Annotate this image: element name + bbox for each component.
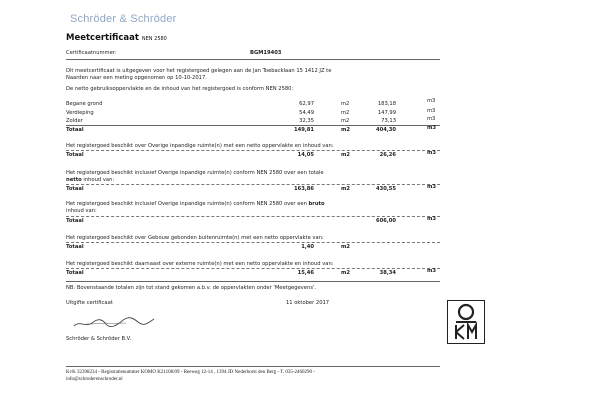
title-text: Meetcertificaat [66, 33, 139, 43]
note-text: NB: Bovenstaande totalen zijn tot stand gekomen a.b.v. de oppervlakten onder 'Meetgegevens'. [66, 285, 317, 291]
section-1-text: Het registergoed beschikt over Overige inpandige ruimte(n) met een netto oppervlakte en inhoud van: [66, 143, 334, 149]
brand-name: Schröder & Schröder [70, 13, 177, 25]
section-5-text: Het registergoed beschikt daarnaast over externe ruimte(n) met een netto oppervlakte en inhoud van: [66, 261, 334, 267]
footer-line-1: KvK 32398234 - Registratienummer KOMO K21108/09 - Reeweg 12-14 , 1394 JD Nederhorst den Berg - T. 035-2460290 - [66, 370, 315, 375]
divider [66, 366, 440, 367]
cert-number-label: Certificaatnummer: [66, 50, 117, 56]
cert-number-value: BGM19403 [250, 50, 282, 56]
divider [66, 216, 440, 217]
section-2-text: Het registergoed beschikt inclusief Overige inpandige ruimte(n) conform NEN 2580 over een totale [66, 170, 324, 176]
divider [66, 150, 440, 151]
komo-logo [447, 300, 485, 344]
divider [66, 281, 440, 282]
intro-line-1: Dit meetcertificaat is uitgegeven voor het registergoed gelegen aan de Jan Toebacklaan 15 1412 JZ te [66, 68, 332, 74]
intro-line-2: Naarden naar een meting opgenomen op 10-10-2017. [66, 75, 207, 81]
certificate-page: Schröder & Schröder Meetcertificaat NEN 2580 Certificaatnummer: BGM19403 Dit meetcertificaat is uitgegeven voor het registergoed gelegen aan de Jan Toebacklaan 15 1412 JZ te Naarden naar een meting opgenomen op 10-10-2017. De netto gebruiksoppervlakte en de inhoud van het registergoed is conform NEN 2580: Begane grond 62,97 m2 183,18 m3 Verdieping 54,49 m2 147,99 m3 Zolder 32,35 m2 73,13 m3 Totaal 149,81 m2 404,30 m3 Het registergoed beschikt over Overige inpandige ruimte(n) met een netto oppervlakte en inhoud van: Totaal 14,05 m2 26,26 m3 Het registergoed beschikt inclusief Overige inpandige ruimte(n) conform NEN 2580 over een totale netto inhoud van: Totaal 163,86 m2 430,55 m3 Het registergoed beschikt inclusief Overige inpandige ruimte(n) conform NEN 2580 over een bruto inhoud van: Totaal 606,00 m3 Het registergoed beschikt over Gebouw gebonden buitenruimte(n) met een netto oppervlakte van: Totaal 1,40 m2 Het registergoed beschikt daarnaast over externe ruimte(n) met een netto oppervlakte en inhoud van: Totaal 15,46 m2 38,34 m3 NB: Bovenstaande totalen zijn tot stand gekomen a.b.v. de oppervlakten onder 'Meetgegevens'. Uitgifte certificaat 11 oktober 2017 Schröder & Schröder B.V. KvK 32398234 - Registratienummer KOMO K21108/09 - Reeweg 12-14 , 1394 JD Nederhorst den Berg - T. 035-2460290 - info@schroderenschroder.nl [0, 0, 600, 400]
intro-line-3: De netto gebruiksoppervlakte en de inhoud van het registergoed is conform NEN 2580: [66, 86, 294, 92]
company-name: Schröder & Schröder B.V. [66, 336, 132, 342]
section-3-text-2: inhoud van: [66, 208, 97, 214]
divider [66, 125, 440, 126]
divider [66, 184, 440, 185]
divider [66, 59, 440, 60]
section-3-text: Het registergoed beschikt inclusief Overige inpandige ruimte(n) conform NEN 2580 over een bruto [66, 201, 325, 207]
title-subtitle: NEN 2580 [141, 36, 167, 42]
issued-label: Uitgifte certificaat [66, 300, 113, 306]
page-title [66, 33, 167, 43]
section-2-text-2: netto inhoud van: [66, 177, 115, 183]
section-4-text: Het registergoed beschikt over Gebouw gebonden buitenruimte(n) met een netto oppervlakte van: [66, 235, 324, 241]
signature-image [66, 311, 166, 331]
divider [66, 268, 440, 269]
divider [66, 242, 440, 243]
issued-date: 11 oktober 2017 [286, 300, 330, 306]
footer-email: info@schroderenschroder.nl [66, 377, 123, 382]
